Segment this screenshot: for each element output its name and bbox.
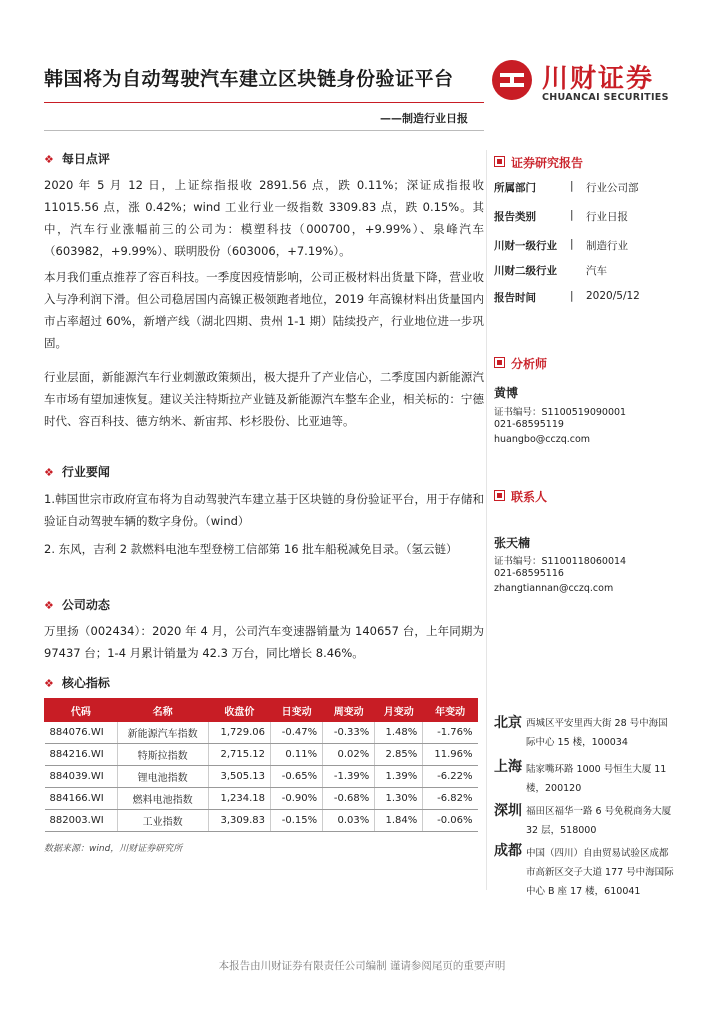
cell-code: 884216.WI bbox=[45, 744, 118, 766]
info-row-report-date: 报告时间 | 2020/5/12 bbox=[494, 290, 640, 304]
cell-close: 2,715.12 bbox=[208, 744, 270, 766]
daily-comment-paragraph-1: 2020 年 5 月 12 日，上证综指报收 2891.56 点，跌 0.11%；深证成指报收 11015.56 点，涨 0.42%；wind 工业行业一级指数 3309.83 点，跌 0.15%。其中，汽车行业涨幅前三的公司为：模塑科技（000700，+9.99%）、泉峰汽车（603982，+9.99%）、联明股份（603006，+7.19%）。 bbox=[44, 178, 484, 258]
section-heading-core-index: ❖ 核心指标 bbox=[44, 676, 110, 690]
analyst-email[interactable]: huangbo@cczq.com bbox=[494, 434, 591, 445]
sidebar-heading-analyst: 分析师 bbox=[494, 355, 547, 372]
office-city-beijing: 北京 bbox=[494, 715, 522, 731]
cell-code: 884039.WI bbox=[45, 766, 118, 788]
cell-month-change: 2.85% bbox=[375, 744, 423, 766]
industry-news-item-1: 1.韩国世宗市政府宣布将为自动驾驶汽车建立基于区块链的身份验证平台，用于存储和验证自动驾驶车辆的数字身份。（wind） bbox=[44, 492, 484, 528]
square-bullet-icon bbox=[494, 490, 505, 501]
cell-day-change: -0.47% bbox=[271, 722, 323, 744]
cell-name: 特斯拉指数 bbox=[117, 744, 208, 766]
cell-name: 工业指数 bbox=[117, 810, 208, 832]
section-heading-industry-news: ❖ 行业要闻 bbox=[44, 465, 110, 479]
cell-month-change: 1.84% bbox=[375, 810, 423, 832]
column-header-close: 收盘价 bbox=[208, 699, 270, 722]
table-header-row bbox=[45, 699, 478, 722]
cell-day-change: 0.11% bbox=[271, 744, 323, 766]
cell-code: 882003.WI bbox=[45, 810, 118, 832]
office-address-chengdu: 中国（四川）自由贸易试验区成都市高新区交子大道 177 号中海国际中心 B 座 17 楼，610041 bbox=[526, 848, 674, 897]
section-heading-company-news: ❖ 公司动态 bbox=[44, 598, 110, 612]
column-header-week-change: 周变动 bbox=[323, 699, 375, 722]
logo-mark-icon bbox=[492, 60, 532, 100]
cell-year-change: -6.22% bbox=[423, 766, 478, 788]
info-row-department: 所属部门 | 行业公司部 bbox=[494, 180, 639, 194]
diamond-bullet-icon: ❖ bbox=[44, 677, 54, 690]
cell-month-change: 1.39% bbox=[375, 766, 423, 788]
cell-close: 3,505.13 bbox=[208, 766, 270, 788]
cell-year-change: -1.76% bbox=[423, 722, 478, 744]
core-index-table bbox=[44, 698, 478, 832]
table-source-note: 数据来源：wind，川财证券研究所 bbox=[44, 844, 183, 854]
analyst-phone: 021-68595119 bbox=[494, 419, 564, 430]
cell-day-change: -0.90% bbox=[271, 788, 323, 810]
sidebar-heading-report: 证券研究报告 bbox=[494, 154, 583, 171]
square-bullet-icon bbox=[494, 156, 505, 167]
contact-name: 张天楠 bbox=[494, 536, 531, 550]
page-title: 韩国将为自动驾驶汽车建立区块链身份验证平台 bbox=[44, 68, 454, 90]
company-news-paragraph: 万里扬（002434）：2020 年 4 月，公司汽车变速器销量为 140657 台，上年同期为 97437 台；1-4 月累计销量为 42.3 万台，同比增长 8.46%。 bbox=[44, 624, 484, 660]
industry-news-item-2: 2. 东风，吉利 2 款燃料电池车型登榜工信部第 16 批车船税减免目录。（氢云链） bbox=[44, 542, 458, 556]
table-row bbox=[45, 766, 478, 788]
company-logo bbox=[492, 56, 672, 110]
cell-week-change: -0.68% bbox=[323, 788, 375, 810]
info-row-industry-l1: 川财一级行业 | 制造行业 bbox=[494, 238, 628, 252]
cell-week-change: 0.02% bbox=[323, 744, 375, 766]
cell-week-change: -0.33% bbox=[323, 722, 375, 744]
column-header-name: 名称 bbox=[117, 699, 208, 722]
sidebar-heading-contact: 联系人 bbox=[494, 488, 547, 505]
office-city-shenzhen: 深圳 bbox=[494, 803, 522, 819]
office-city-chengdu: 成都 bbox=[494, 843, 522, 859]
table-row bbox=[45, 788, 478, 810]
contact-phone: 021-68595116 bbox=[494, 568, 564, 579]
cell-code: 884076.WI bbox=[45, 722, 118, 744]
daily-comment-paragraph-3: 行业层面，新能源汽车行业刺激政策频出，极大提升了产业信心，二季度国内新能源汽车市场有望加速恢复。建议关注特斯拉产业链及新能源汽车整车企业，相关标的：宁德时代、容百科技、德方纳米、新宙邦、杉杉股份、比亚迪等。 bbox=[44, 370, 484, 428]
office-address-shanghai: 陆家嘴环路 1000 号恒生大厦 11 楼，200120 bbox=[526, 764, 667, 794]
diamond-bullet-icon: ❖ bbox=[44, 466, 54, 479]
diamond-bullet-icon: ❖ bbox=[44, 599, 54, 612]
header-divider-secondary bbox=[44, 130, 484, 131]
cell-name: 燃料电池指数 bbox=[117, 788, 208, 810]
cell-name: 新能源汽车指数 bbox=[117, 722, 208, 744]
office-city-shanghai: 上海 bbox=[494, 759, 522, 775]
column-header-code: 代码 bbox=[45, 699, 118, 722]
office-address-beijing: 西城区平安里西大街 28 号中海国际中心 15 楼，100034 bbox=[526, 718, 668, 748]
logo-en-text: CHUANCAI SECURITIES bbox=[542, 92, 669, 103]
diamond-bullet-icon: ❖ bbox=[44, 153, 54, 166]
table-row bbox=[45, 810, 478, 832]
info-row-report-type: 报告类别 | 行业日报 bbox=[494, 209, 628, 223]
column-header-month-change: 月变动 bbox=[375, 699, 423, 722]
cell-day-change: -0.65% bbox=[271, 766, 323, 788]
square-bullet-icon bbox=[494, 357, 505, 368]
report-subtitle: ——制造行业日报 bbox=[380, 112, 468, 125]
cell-close: 3,309.83 bbox=[208, 810, 270, 832]
cell-year-change: -0.06% bbox=[423, 810, 478, 832]
office-address-shenzhen: 福田区福华一路 6 号免税商务大厦 32 层，518000 bbox=[526, 806, 672, 836]
cell-day-change: -0.15% bbox=[271, 810, 323, 832]
column-header-day-change: 日变动 bbox=[271, 699, 323, 722]
info-row-industry-l2: 川财二级行业 汽车 bbox=[494, 265, 607, 277]
section-heading-daily-comment: ❖ 每日点评 bbox=[44, 152, 110, 166]
cell-name: 锂电池指数 bbox=[117, 766, 208, 788]
contact-cert: 证书编号：S1100118060014 bbox=[494, 556, 627, 567]
cell-close: 1,234.18 bbox=[208, 788, 270, 810]
sidebar-divider bbox=[486, 150, 487, 890]
daily-comment-paragraph-2: 本月我们重点推荐了容百科技。一季度因疫情影响，公司正极材料出货量下降，营业收入与净利润下滑。但公司稳居国内高镍正极领跑者地位，2019 年高镍材料出货量国内市占率超过 60%，新增产线（湖北四期、贵州 1-1 期）陆续投产，行业地位进一步巩固。 bbox=[44, 270, 484, 350]
cell-code: 884166.WI bbox=[45, 788, 118, 810]
cell-week-change: 0.03% bbox=[323, 810, 375, 832]
page-footer-disclaimer: 本报告由川财证券有限责任公司编制 谨请参阅尾页的重要声明 bbox=[218, 960, 506, 972]
logo-cn-text: 川财证券 bbox=[542, 64, 655, 94]
cell-month-change: 1.30% bbox=[375, 788, 423, 810]
analyst-cert: 证书编号：S1100519090001 bbox=[494, 407, 627, 418]
table-row bbox=[45, 722, 478, 744]
contact-email[interactable]: zhangtiannan@cczq.com bbox=[494, 583, 614, 594]
analyst-name: 黄博 bbox=[494, 386, 519, 400]
cell-week-change: -1.39% bbox=[323, 766, 375, 788]
header-divider bbox=[44, 102, 484, 103]
cell-year-change: 11.96% bbox=[423, 744, 478, 766]
table-row bbox=[45, 744, 478, 766]
cell-close: 1,729.06 bbox=[208, 722, 270, 744]
cell-month-change: 1.48% bbox=[375, 722, 423, 744]
cell-year-change: -6.82% bbox=[423, 788, 478, 810]
column-header-year-change: 年变动 bbox=[423, 699, 478, 722]
